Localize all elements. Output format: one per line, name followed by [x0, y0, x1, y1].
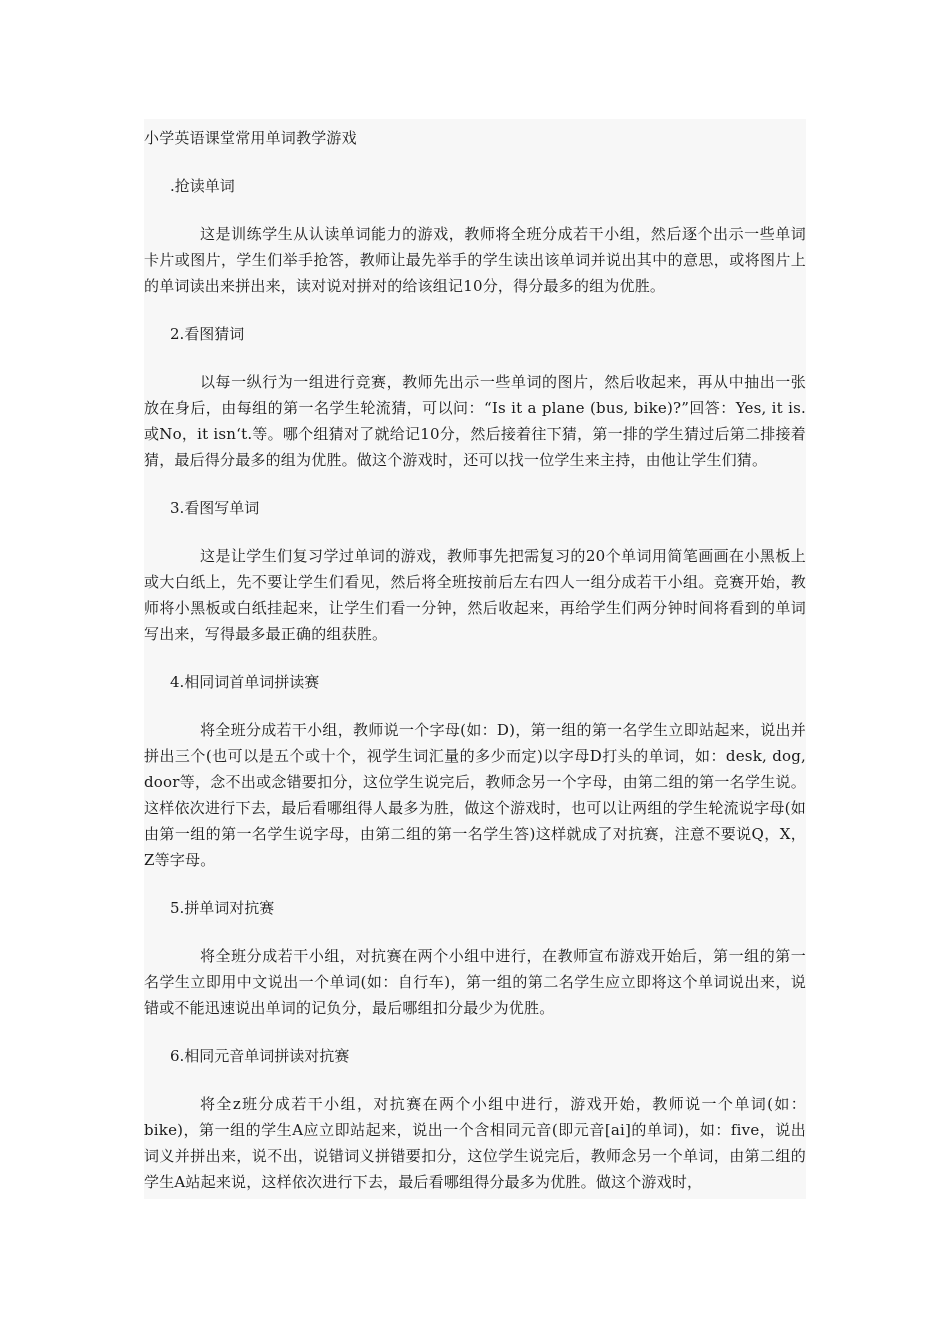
section-6: [144, 1043, 806, 1195]
section-heading: 5.拼单词对抗赛: [170, 899, 275, 917]
section-5: [144, 895, 806, 1021]
document-title: 小学英语课堂常用单词教学游戏: [144, 129, 357, 147]
section-paragraph: 将全班分成若干小组，教师说一个字母(如：D)，第一组的第一名学生立即站起来，说出并拼出三个(也可以是五个或十个，视学生词汇量的多少而定)以字母D打头的单词，如：desk, dog, door等，念不出或念错要扣分，这位学生说完后，教师念另一个字母，由第二组的第一名学生说。这样依次进行下去，最后看哪组得人最多为胜，做这个游戏时，也可以让两组的学生轮流说字母(如由第一组的第一名学生说字母，由第二组的第一名学生答)这样就成了对抗赛，注意不要说Q，X，Z等字母。: [144, 721, 806, 869]
document-body: [144, 119, 806, 1199]
section-heading: 3.看图写单词: [170, 499, 260, 517]
section-paragraph: 以每一纵行为一组进行竞赛，教师先出示一些单词的图片，然后收起来，再从中抽出一张放在身后，由每组的第一名学生轮流猜，可以问：“Is it a plane (bus, bike)?”回答：Yes, it is.或No，it isn‘t.等。哪个组猜对了就给记10分，然后接着往下猜，第一排的学生猜过后第二排接着猜，最后得分最多的组为优胜。做这个游戏时，还可以找一位学生来主持，由他让学生们猜。: [144, 373, 806, 469]
section-1: [144, 173, 806, 299]
section-2: [144, 321, 806, 473]
section-paragraph: 这是训练学生从认读单词能力的游戏，教师将全班分成若干小组，然后逐个出示一些单词卡片或图片，学生们举手抢答，教师让最先举手的学生读出该单词并说出其中的意思，或将图片上的单词读出来拼出来，读对说对拼对的给该组记10分，得分最多的组为优胜。: [144, 225, 806, 295]
section-heading: 2.看图猜词: [170, 325, 245, 343]
section-paragraph: 将全班分成若干小组，对抗赛在两个小组中进行，在教师宣布游戏开始后，第一组的第一名学生立即用中文说出一个单词(如：自行车)，第一组的第二名学生应立即将这个单词说出来，说错或不能迅速说出单词的记负分，最后哪组扣分最少为优胜。: [144, 947, 806, 1017]
section-heading: 4.相同词首单词拼读赛: [170, 673, 320, 691]
section-heading: 6.相同元音单词拼读对抗赛: [170, 1047, 350, 1065]
section-3: [144, 495, 806, 647]
section-paragraph: 将全z班分成若干小组，对抗赛在两个小组中进行，游戏开始，教师说一个单词(如：bike)，第一组的学生A应立即站起来，说出一个含相同元音(即元音[ai]的单词)，如：five，说出词义并拼出来，说不出，说错词义拼错要扣分，这位学生说完后，教师念另一个单词，由第二组的学生A站起来说，这样依次进行下去，最后看哪组得分最多为优胜。做这个游戏时，: [144, 1095, 806, 1191]
section-heading: .抢读单词: [170, 177, 235, 195]
section-4: [144, 669, 806, 873]
section-paragraph: 这是让学生们复习学过单词的游戏，教师事先把需复习的20个单词用简笔画画在小黑板上或大白纸上，先不要让学生们看见，然后将全班按前后左右四人一组分成若干小组。竞赛开始，教师将小黑板或白纸挂起来，让学生们看一分钟，然后收起来，再给学生们两分钟时间将看到的单词写出来，写得最多最正确的组获胜。: [144, 547, 806, 643]
